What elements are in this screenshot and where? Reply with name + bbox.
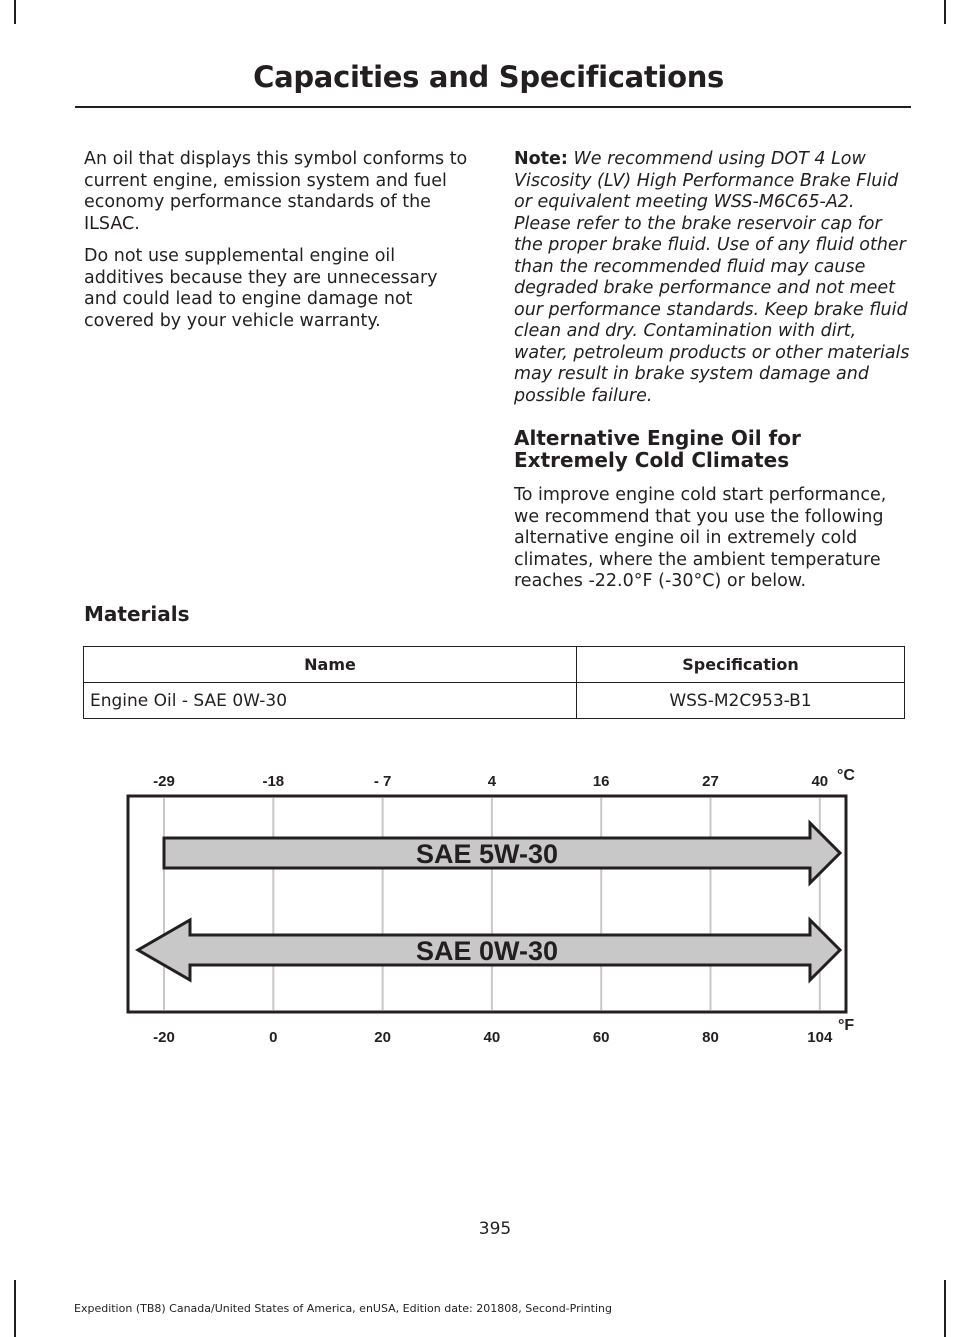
header-divider [75, 106, 911, 108]
materials-heading: Materials [84, 602, 190, 626]
series-label: SAE 5W-30 [415, 839, 559, 869]
fahrenheit-unit-label: °F [838, 1017, 855, 1034]
oil-viscosity-chart [120, 764, 860, 1054]
fahrenheit-tick-label: 80 [702, 1029, 719, 1046]
celsius-unit-label: °C [837, 767, 855, 784]
celsius-tick-label: -29 [153, 773, 175, 790]
fahrenheit-tick-label: -20 [153, 1029, 175, 1046]
celsius-tick-label: -18 [262, 773, 285, 790]
fahrenheit-tick-label: 0 [269, 1029, 278, 1046]
fahrenheit-tick-label: 60 [592, 1029, 610, 1046]
crop-mark-bottom-left [14, 1280, 16, 1337]
edition-info: Expedition (TB8) Canada/United States of America, enUSA, Edition date: 201808, Second-Printing [74, 1302, 612, 1315]
cell-name: Engine Oil - SAE 0W-30 [84, 683, 577, 719]
celsius-tick-label: - 7 [373, 773, 392, 790]
materials-table [83, 646, 905, 719]
page-number: 395 [478, 1219, 512, 1239]
fahrenheit-tick-label: 104 [807, 1029, 833, 1046]
left-column [84, 149, 470, 343]
page-title: Capacities and Specifications [253, 60, 724, 94]
crop-mark-top-right [944, 0, 946, 24]
paragraph-additives: Do not use supplemental engine oil additives because they are unnecessary and could lead to engine damage not covered by your vehicle warranty. [84, 246, 438, 331]
table-header-row [84, 647, 905, 683]
fahrenheit-tick-label: 20 [374, 1029, 391, 1046]
paragraph-ilsac: An oil that displays this symbol conforms to current engine, emission system and fuel economy performance standards of the ILSAC. [84, 149, 468, 234]
celsius-tick-label: 40 [811, 773, 829, 790]
fahrenheit-tick-label: 40 [483, 1029, 501, 1046]
right-column [514, 149, 910, 604]
cell-specification: WSS-M2C953-B1 [577, 683, 905, 719]
celsius-tick-label: 4 [487, 773, 497, 790]
column-header-name: Name [84, 647, 577, 683]
brake-fluid-note [514, 149, 910, 407]
crop-mark-top-left [14, 0, 16, 24]
cold-climate-paragraph: To improve engine cold start performance, we recommend that you use the following alternative engine oil in extremely cold climates, where the ambient temperature reaches -22.0°F (-30°C) or below. [514, 485, 887, 591]
note-label: Note: [514, 149, 568, 169]
chart-frame [128, 796, 846, 1012]
cold-climate-heading: Alternative Engine Oil for Extremely Cold Climates [514, 426, 801, 472]
celsius-tick-label: 27 [702, 773, 719, 790]
crop-mark-bottom-right [944, 1280, 946, 1337]
column-header-specification: Specification [577, 647, 905, 683]
celsius-tick-label: 16 [592, 773, 610, 790]
note-text: We recommend using DOT 4 Low Viscosity (LV) High Performance Brake Fluid or equivalent meeting WSS-M6C65-A2. Please refer to the brake reservoir cap for the proper brake fluid. Use of any fluid other than the recommended fluid may cause degraded brake performance and not meet our performance standards. Keep brake fluid clean and dry. Contamination with dirt, water, petroleum products or other materials may result in brake system damage and possible failure. [514, 149, 910, 406]
table-row [84, 683, 905, 719]
series-label: SAE 0W-30 [415, 936, 559, 966]
